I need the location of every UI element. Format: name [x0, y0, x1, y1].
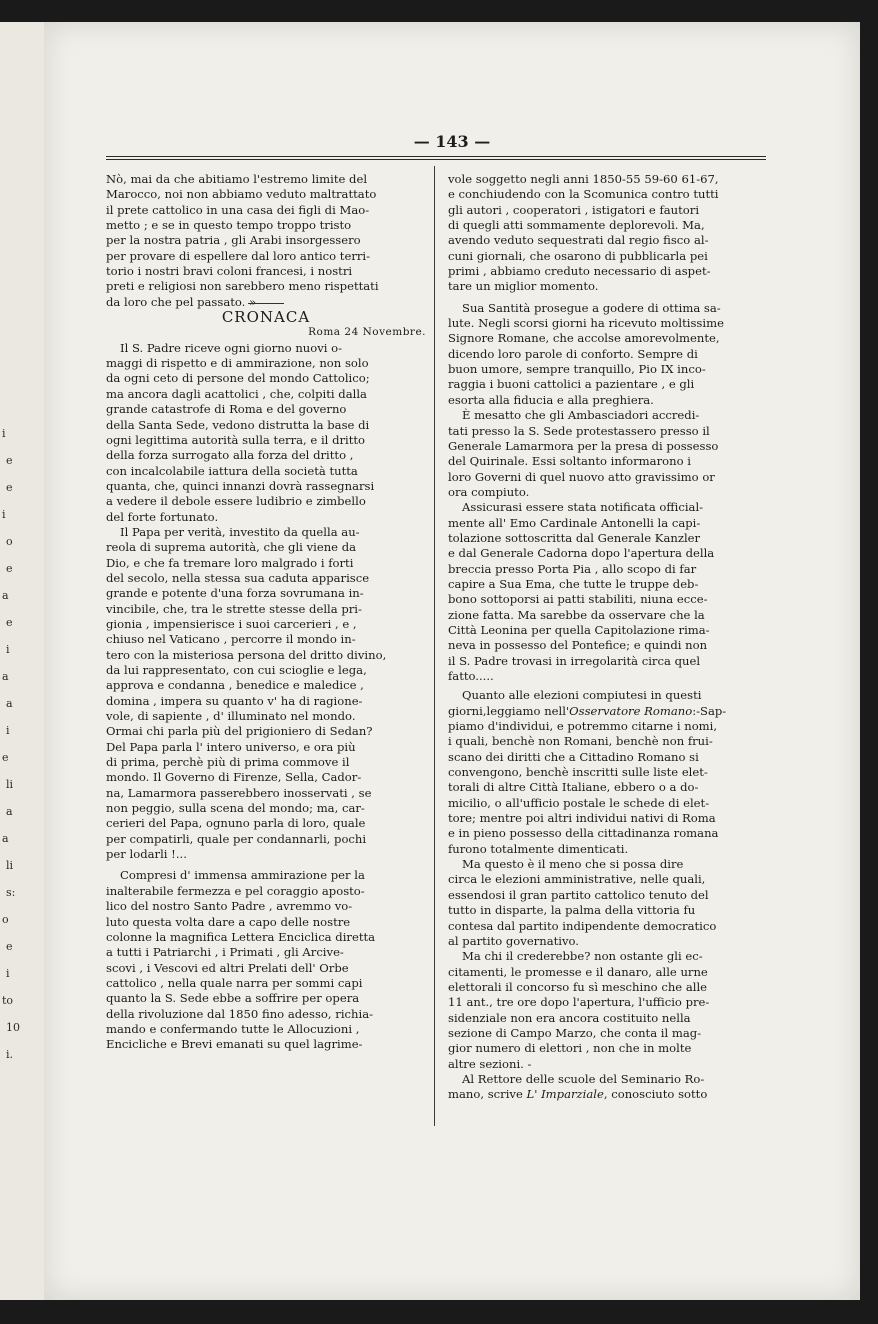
paragraph: Sua Santità prosegue a godere di ottima sa- lute. Negli scorsi giorni ha ricevuto moltissime Signore Romane, che accolse amorevolmente, dicendo loro parole di conforto. Sempre di buon umore, sempre tranquillo, Pio IX inco- raggia i buoni cattolici a pazientare , e gli esorta alla fiducia e alla preghiera.	[448, 300, 724, 407]
margin-fragment: i	[6, 724, 10, 737]
margin-fragment: li	[6, 859, 14, 872]
margin-fragment: li	[6, 778, 14, 791]
left-column	[106, 172, 426, 1053]
header-rule	[106, 156, 766, 157]
margin-fragment: i	[6, 643, 10, 656]
paragraph	[448, 688, 768, 857]
newspaper-title: Osservatore Romano	[569, 703, 693, 718]
scan-border	[0, 1300, 878, 1324]
paragraph: Ma chi il crederebbe? non ostante gli ec- citamenti, le promesse e il danaro, alle urne elettorali il concorso fu sì meschino che alle 11 ant., tre ore dopo l'apertura, l'ufficio pre- sidenziale non era ancora costituito nella sezione di Campo Marzo, che conta il mag- gior numero di elettori , non che in molte altre sezioni. -	[448, 949, 710, 1071]
margin-fragment: o	[6, 535, 13, 548]
paragraph: Assicurasi essere stata notificata official- mente all' Emo Cardinale Antonelli la capi- tolazione sottoscritta dal Generale Kanzler e dal Generale Cadorna dopo l'apertura della breccia presso Porta Pia , allo scopo di far capire a Sua Ema, che tutte le truppe deb- bono sottoporsi ai patti stabiliti, niuna ecce- zione fatta. Ma sarebbe da osservare che la Città Leonina per quella Capitolazione rima- neva in possesso del Pontefice; e quindi non il S. Padre trovasi in irregolarità circa quel fatto.....	[448, 500, 715, 683]
margin-fragment: e	[6, 616, 13, 629]
margin-fragment: i	[2, 427, 6, 440]
intro-paragraph: Nò, mai da che abitiamo l'estremo limite del Marocco, noi non abbiamo veduto maltrattato il prete cattolico in una casa dei figli di Mao- metto ; e se in questo tempo troppo tristo per la nostra patria , gli Arabi insorgessero per provare di espellere dal loro antico terri- torio i nostri bravi coloni francesi, i nostri preti e religiosi non sarebbero meno rispettati da loro che pel passato. »	[106, 172, 379, 309]
section-title: CRONACA	[106, 310, 426, 325]
margin-fragment: i.	[6, 1048, 14, 1061]
margin-fragment: e	[6, 940, 13, 953]
paragraph: Il S. Padre riceve ogni giorno nuovi o- maggi di rispetto e di ammirazione, non solo da ogni ceto di persone del mondo Cattolico; ma ancora dagli acattolici , che, colpiti dalla grande catastrofe di Roma e del governo della Santa Sede, vedono distrutta la base di ogni legittima autorità sulla terra, e il dritto della forza surrogato alla forza del dritto , con incalcolabile iattura della società tutta quanta, che, quinci innanzi dovrà rassegnarsi a vedere il debole essere ludibrio e zimbello del forte fortunato.	[106, 340, 375, 524]
margin-fragment: e	[6, 481, 13, 494]
book-page	[44, 22, 860, 1300]
margin-fragment: s:	[6, 886, 16, 899]
newspaper-title: L' Imparziale	[526, 1087, 604, 1102]
paragraph: Il Papa per verità, investito da quella au- reola di suprema autorità, che gli viene da Dio, e che fa tremare loro malgrado i forti del secolo, nella stessa sua caduta apparisce grande e potente d'una forza sovrumana in- vincibile, che, tra le strette stesse della pri- gionia , impensierisce i suoi carcerieri , e , chiuso nel Vaticano , percorre il mondo in- tero con la misteriosa persona del dritto divino, da lui rappresentato, con cui scioglie e lega, approva e condanna , benedice e maledice , domina , impera su quanto v' ha di ragione- vole, di sapiente , d' illuminato nel mondo. Ormai chi parla più del prigioniero di Sedan? Del Papa parla l' intero universo, e ora più di prima, perchè più di prima commove il mondo. Il Governo di Firenze, Sella, Cador- na, Lamarmora passerebbero inosservati , se non peggio, sulla scena del mondo; ma, car- cerieri del Papa, ognuno parla di loro, quale per compatirli, quale per condannarli, pochi per lodarli !...	[106, 524, 387, 862]
header-rule-double	[106, 159, 766, 160]
right-column	[448, 172, 768, 1103]
margin-fragment: e	[2, 751, 9, 764]
text-run: , conosciuto sotto	[603, 1087, 708, 1102]
margin-fragment: i	[2, 508, 6, 521]
previous-page-edge	[0, 22, 45, 1300]
margin-fragment: a	[6, 805, 13, 818]
margin-fragment: to	[2, 994, 14, 1007]
margin-fragment: e	[6, 454, 13, 467]
text-run: :-Sap- piamo d'individui, e potremmo citarne i nomi, i quali, benchè non Romani, benchè non frui- scano dei diritti che a Cittadino Romano si convengono, benchè inscritti sulle liste elet- torali di altre Città Italiane, ebbero o a do- micilio, o all'ufficio postale le schede di elet- tore; mentre poi altri individui nativi di Roma e in pieno possesso della cittadinanza romana furono totalmente dimenticati.	[448, 703, 727, 856]
column-divider	[434, 166, 435, 1126]
margin-fragment: o	[2, 913, 9, 926]
margin-fragment: a	[2, 670, 9, 683]
page-number: — 143 —	[413, 132, 491, 151]
margin-fragment: i	[6, 967, 10, 980]
paragraph: È mesatto che gli Ambasciadori accredi- tati presso la S. Sede protestassero presso il Generale Lamarmora per la presa di possesso del Quirinale. Essi soltanto informarono i loro Governi di quel nuovo atto gravissimo or ora compiuto.	[448, 408, 719, 499]
dateline: Roma 24 Novembre.	[308, 326, 426, 339]
margin-fragment: e	[6, 562, 13, 575]
paragraph	[448, 1072, 768, 1103]
paragraph: Ma questo è il meno che si possa dire circa le elezioni amministrative, nelle quali, essendosi il gran partito cattolico tenuto del tutto in disparte, la palma della vittoria fu contesa dal partito indipendente democratico al partito governativo.	[448, 857, 717, 948]
paragraph: Compresi d' immensa ammirazione per la inalterabile fermezza e pel coraggio aposto- lico del nostro Santo Padre , avremmo vo- luto questa volta dare a capo delle nostre colonne la magnifica Lettera Enciclica diretta a tutti i Patriarchi , i Primati , gli Arcive- scovi , i Vescovi ed altri Prelati dell' Orbe cattolico , nella quale narra per sommi capi quanto la S. Sede ebbe a soffrire per opera della rivoluzione dal 1850 fino adesso, richia- mando e confermando tutte le Allocuzioni , Encicliche e Brevi emanati su quel lagrime-	[106, 868, 376, 1052]
margin-fragment: a	[2, 589, 9, 602]
text-run: Al Rettore delle scuole del Seminario Ro- mano, scrive	[448, 1071, 705, 1102]
margin-fragment: a	[6, 697, 13, 710]
paragraph: vole soggetto negli anni 1850-55 59-60 61-67, e conchiudendo con la Scomunica contro tutti gli autori , cooperatori , istigatori e fautori di quegli atti sommamente deplorevoli. Ma, avendo veduto sequestrati dal regio fisco al- cuni giornali, che osarono di pubblicarla pei primi , abbiamo creduto necessario di aspet- tare un miglior momento.	[448, 172, 719, 294]
margin-fragment: 10	[6, 1021, 20, 1034]
text-run: Quanto alle elezioni compiutesi in questi giorni,leggiamo nell'	[448, 688, 702, 718]
margin-fragment: a	[2, 832, 9, 845]
